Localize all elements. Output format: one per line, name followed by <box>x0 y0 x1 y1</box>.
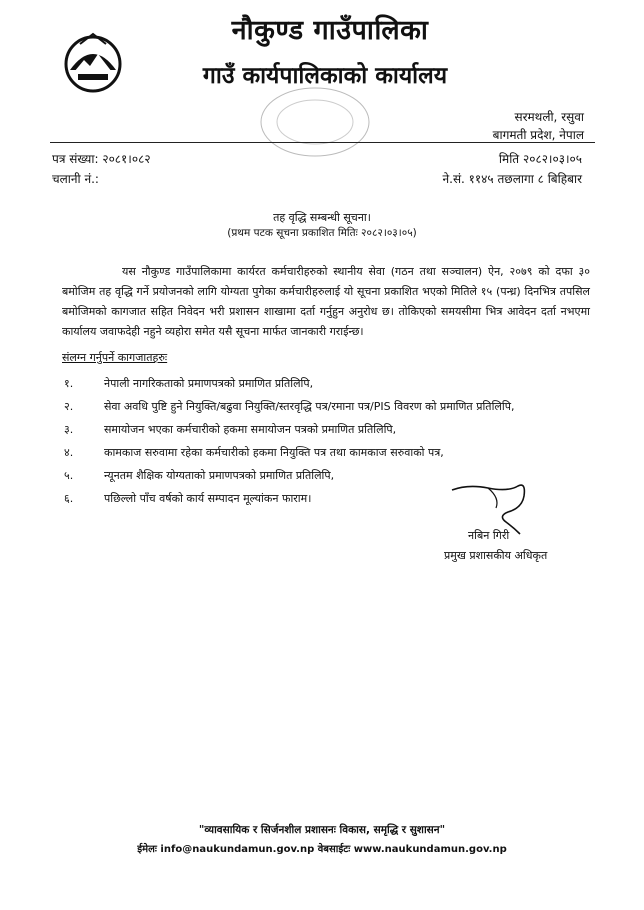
header-divider <box>50 142 595 143</box>
attachments-heading: संलग्न गर्नुपर्ने कागजातहरुः <box>62 351 168 364</box>
organization-name: नौकुण्ड गाउँपालिका <box>231 15 429 46</box>
address-line-2: बागमती प्रदेश, नेपाल <box>492 128 584 142</box>
list-item: ४. कामकाज सरुवामा रहेका कर्मचारीको हकमा नियुक्ति पत्र तथा कामकाज सरुवाको पत्र, <box>64 446 444 459</box>
footer-motto: "व्यावसायिक र सिर्जनशील प्रशासनः विकास, समृद्धि र सुशासन" <box>198 824 446 836</box>
reference-value: २०८१।०८२ <box>102 152 151 166</box>
address-line-1: सरमथली, रसुवा <box>514 110 584 124</box>
list-item: ५. न्यूनतम शैक्षिक योग्यताको प्रमाणपत्रको प्रमाणित प्रतिलिपि, <box>64 469 335 482</box>
letter-date <box>499 150 582 167</box>
reference-label: पत्र संख्या: <box>52 152 99 166</box>
notice-body-paragraph: यस नौकुण्ड गाउँपालिकामा कार्यरत कर्मचारीहरुको स्थानीय सेवा (गठन तथा सञ्चालन) ऐन, २०७९ को दफा ३० बमोजिम तह वृद्धि गर्ने प्रयोजनको लागि योग्यता पुगेका कर्मचारीहरुलाई यो सूचना प्रकाशित भएको मितिले १५ (पन्ध्र) दिनभित्र तपसिल बमोजिमको कागजात सहित निवेदन भरी प्रशासन शाखामा दर्ता गर्नुहुन अनुरोध छ। तोकिएको समयसीमा भित्र आवेदन दर्ता नभएमा कार्यालय जवाफदेही नहुने व्यहोरा समेत यसै सूचना मार्फत जानकारी गराईन्छ। <box>62 265 590 338</box>
date-label: मिति <box>498 152 520 166</box>
dispatch-label: चलानी नं.: <box>52 172 99 186</box>
nepal-sambat-date: ने.सं. ११४५ तछलागा ८ बिहिबार <box>442 172 582 186</box>
office-stamp <box>255 82 375 160</box>
signatory-name: नबिन गिरी <box>468 529 510 542</box>
dispatch-number <box>52 170 99 187</box>
notice-subject: तह वृद्धि सम्बन्धी सूचना। <box>273 211 371 224</box>
reference-number <box>52 150 151 167</box>
municipality-emblem-logo <box>60 30 126 96</box>
list-item: २. सेवा अवधि पुष्टि हुने नियुक्ति/बढुवा नियुक्ति/स्तरवृद्धि पत्र/रमाना पत्र/PIS विवरण को प्रमाणित प्रतिलिपि, <box>64 400 515 413</box>
list-item: १. नेपाली नागरिकताको प्रमाणपत्रको प्रमाणित प्रतिलिपि, <box>64 377 314 390</box>
notice-publication-date: (प्रथम पटक सूचना प्रकाशित मितिः २०८२।०३।०५) <box>227 227 417 239</box>
list-item: ३. समायोजन भएका कर्मचारीको हकमा समायोजन पत्रको प्रमाणित प्रतिलिपि, <box>64 423 397 436</box>
list-item: ६. पछिल्लो पाँच वर्षको कार्य सम्पादन मूल्यांकन फाराम। <box>64 492 312 505</box>
date-value: २०८२।०३।०५ <box>522 152 582 166</box>
office-name: गाउँ कार्यपालिकाको कार्यालय <box>202 63 448 89</box>
footer-contact: ईमेलः info@naukundamun.gov.np वेबसाईटः www.naukundamun.gov.np <box>137 844 507 855</box>
signatory-title: प्रमुख प्रशासकीय अधिकृत <box>444 549 548 562</box>
